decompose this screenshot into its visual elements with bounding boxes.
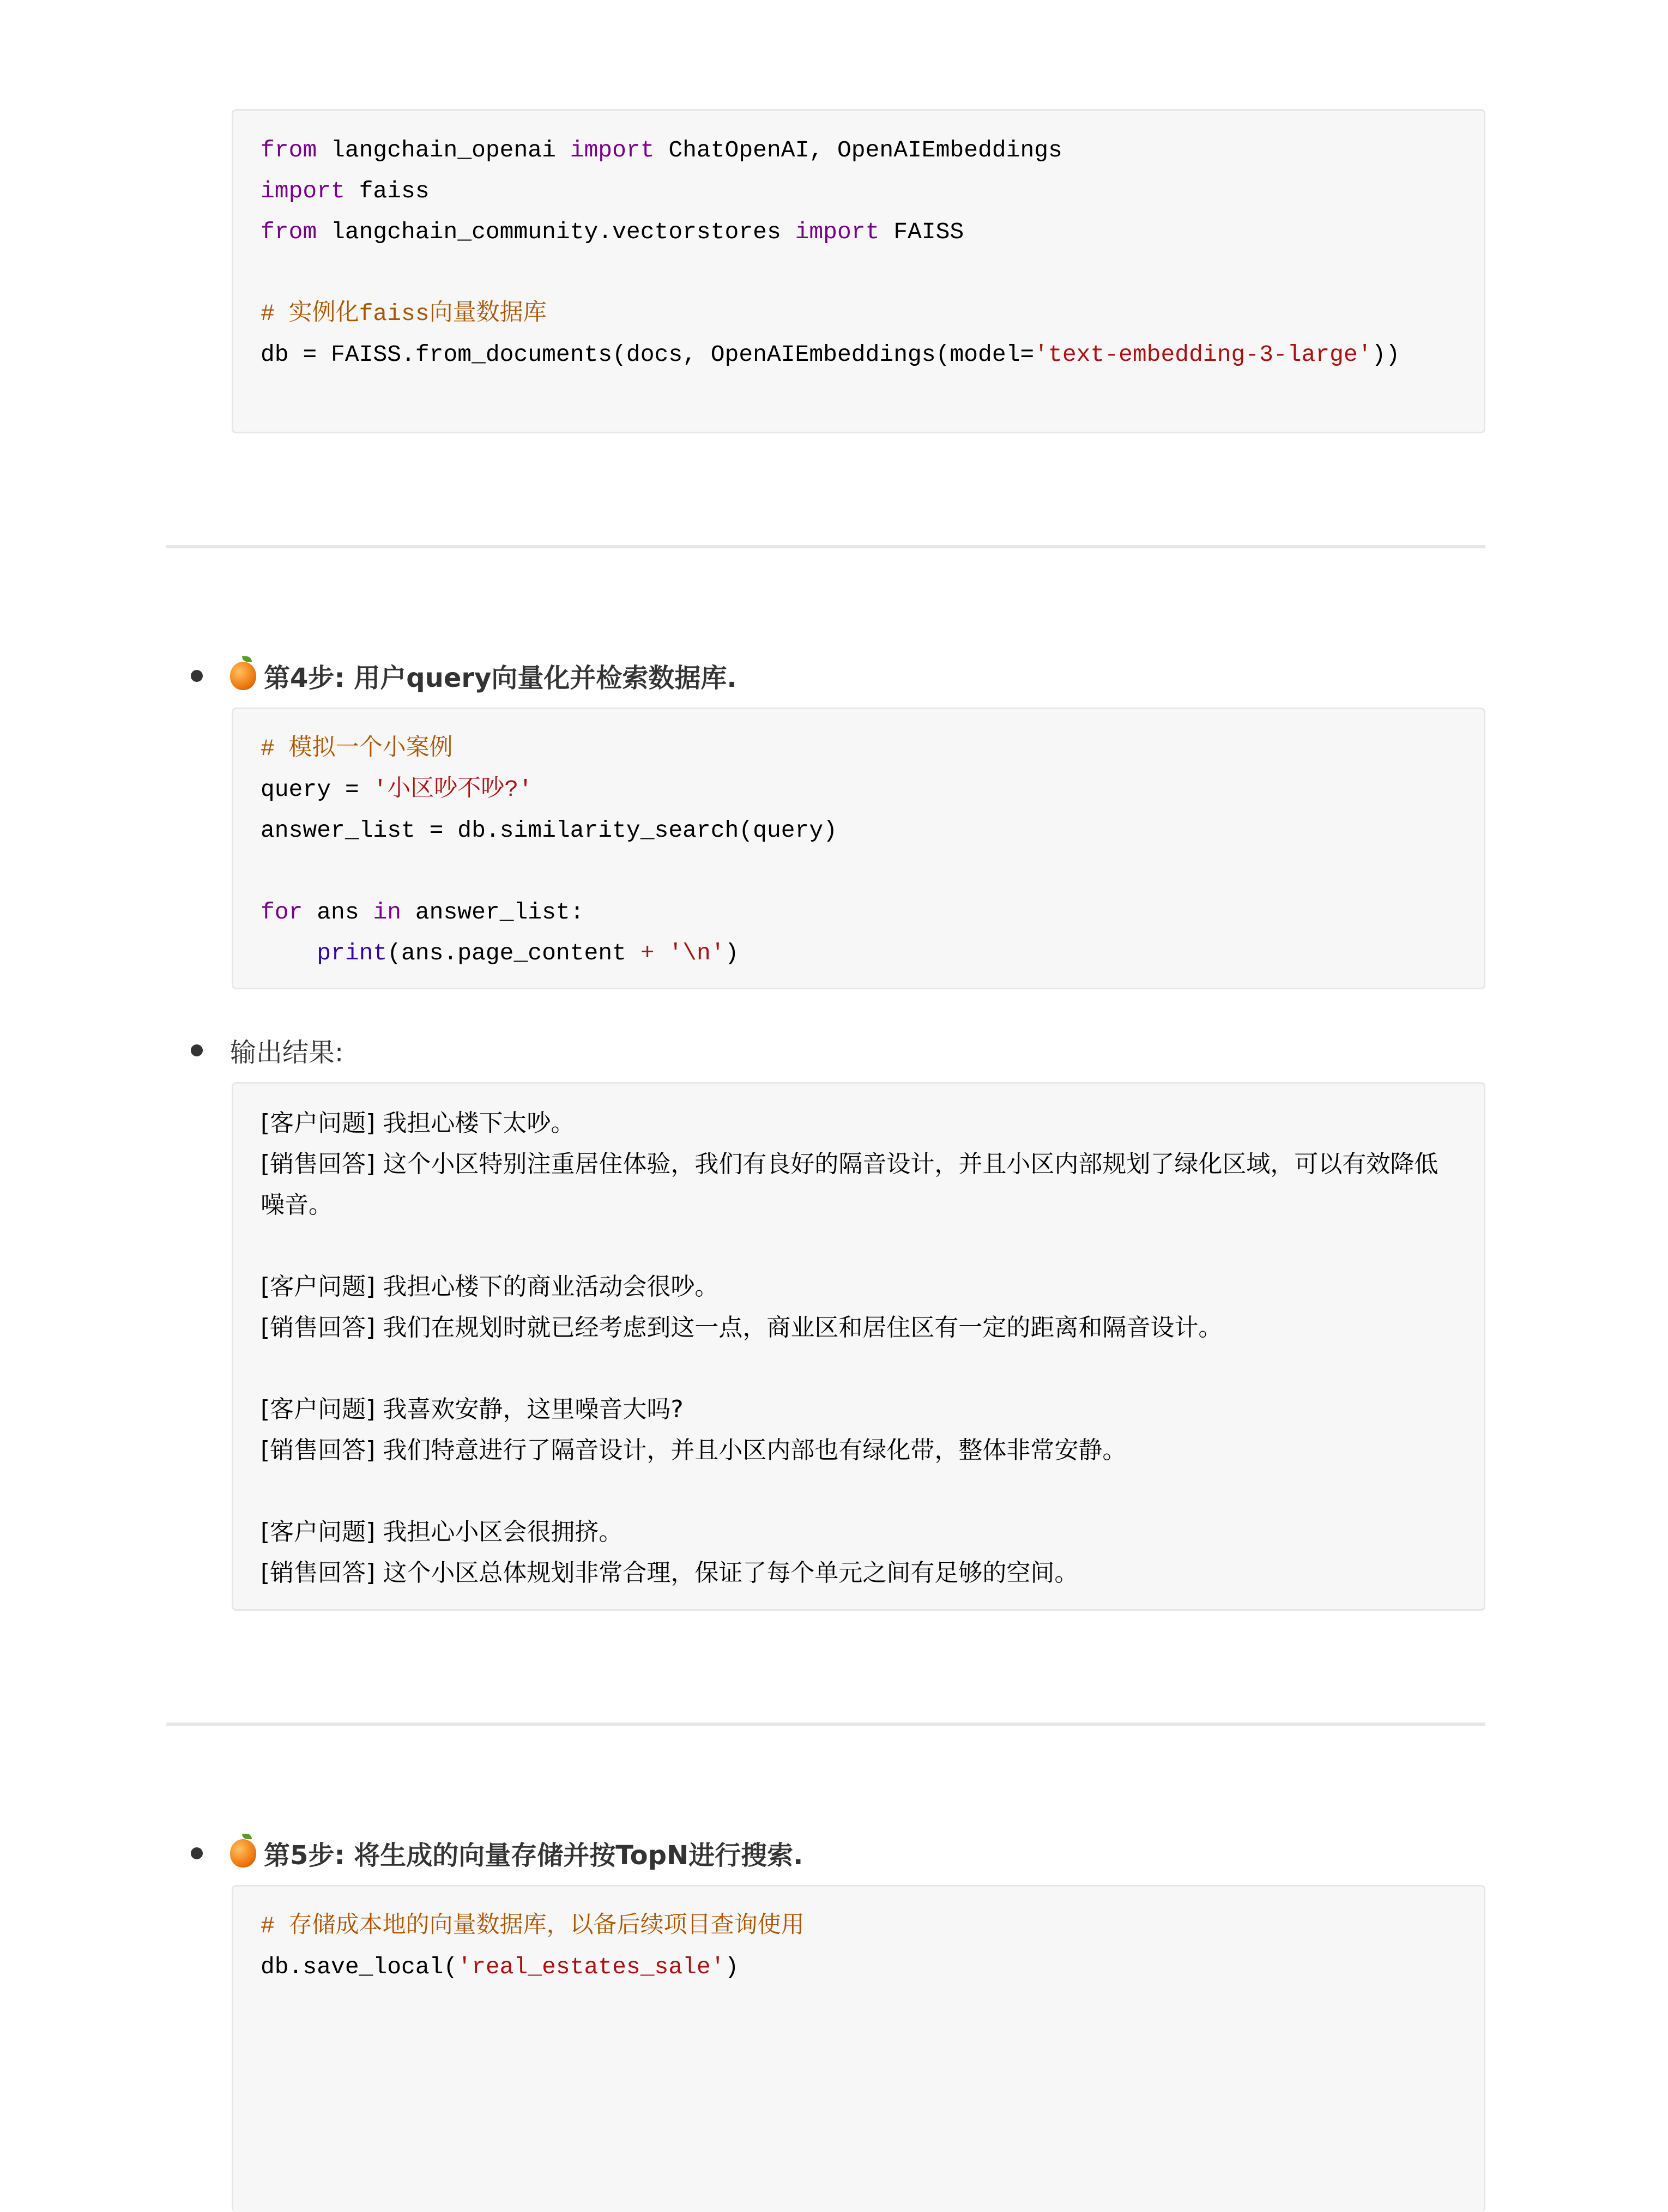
bullet-dot — [191, 670, 203, 682]
code-line — [261, 1266, 1457, 1307]
code-line — [261, 211, 1457, 252]
code-token: 'real_estates_sale' — [457, 1954, 725, 1980]
code-line — [261, 171, 1457, 211]
code-line — [261, 810, 1457, 851]
code-token: ) — [724, 1954, 739, 1980]
code-token: [销售回答] 这个小区总体规划非常合理，保证了每个单元之间有足够的空间。 — [261, 1559, 1079, 1587]
code-token: [销售回答] 我们特意进行了隔音设计，并且小区内部也有绿化带，整体非常安静。 — [261, 1436, 1127, 1464]
code-token: [客户问题] 我担心楼下太吵。 — [261, 1109, 575, 1137]
code-line — [261, 1225, 1457, 1266]
code-token: answer_list: — [401, 899, 584, 926]
code-token: from — [261, 137, 317, 164]
code-token: db = FAISS.from_documents(docs, OpenAIEmbeddings(model= — [261, 341, 1035, 368]
code-line — [261, 1348, 1457, 1389]
code-line — [261, 252, 1457, 293]
code-line — [261, 892, 1457, 933]
code-token: '小区吵不吵?' — [373, 776, 533, 803]
code-token: import — [795, 219, 880, 245]
code-token: langchain_openai — [317, 137, 570, 164]
output-label: 输出结果: — [230, 1037, 344, 1068]
code-token: from — [261, 219, 317, 245]
code-token: # 模拟一个小案例 — [261, 735, 453, 762]
code-line — [261, 1552, 1457, 1593]
code-token: ans — [303, 899, 373, 926]
code-block-faiss-init — [232, 109, 1485, 433]
code-line — [261, 728, 1457, 769]
code-block-save-local — [232, 1885, 1485, 2212]
code-token: [客户问题] 我担心小区会很拥挤。 — [261, 1518, 623, 1546]
divider — [166, 1723, 1485, 1726]
code-token: # 实例化faiss向量数据库 — [261, 300, 547, 327]
code-token — [655, 940, 669, 966]
code-token: 'text-embedding-3-large' — [1034, 341, 1372, 368]
code-line — [261, 933, 1457, 974]
code-token: # 存储成本地的向量数据库，以备后续项目查询使用 — [261, 1913, 805, 1939]
code-token: ) — [724, 940, 739, 966]
code-line — [261, 851, 1457, 892]
code-token: langchain_community.vectorstores — [317, 219, 795, 245]
code-line — [261, 1307, 1457, 1348]
code-token: in — [373, 899, 402, 926]
code-line — [261, 1947, 1457, 1987]
code-token: )) — [1371, 341, 1400, 368]
code-line — [261, 1389, 1457, 1430]
code-line — [261, 769, 1457, 810]
code-token: [客户问题] 我担心楼下的商业活动会很吵。 — [261, 1273, 719, 1301]
code-line — [261, 1144, 1457, 1225]
code-token: for — [261, 899, 303, 926]
output-block — [232, 1082, 1485, 1611]
code-token: ChatOpenAI, OpenAIEmbeddings — [654, 137, 1062, 164]
divider — [166, 545, 1485, 548]
code-line — [261, 1103, 1457, 1144]
code-token: (ans.page_content — [387, 940, 640, 966]
orange-emoji-icon — [230, 1839, 256, 1867]
code-token: FAISS — [879, 219, 964, 245]
step4-title: 第4步: 用户query向量化并检索数据库. — [264, 663, 737, 693]
code-line — [261, 334, 1457, 375]
code-token: [销售回答] 这个小区特别注重居住体验，我们有良好的隔音设计，并且小区内部规划了绿化区域，可以有效降低噪音。 — [261, 1150, 1439, 1219]
bullet-dot — [191, 1044, 203, 1056]
step4-heading — [191, 657, 737, 694]
code-line — [261, 293, 1457, 334]
code-line — [261, 1471, 1457, 1512]
code-token: [销售回答] 我们在规划时就已经考虑到这一点，商业区和居住区有一定的距离和隔音设计。 — [261, 1314, 1223, 1341]
code-token: import — [261, 178, 345, 204]
code-line — [261, 1512, 1457, 1552]
code-token: faiss — [345, 178, 430, 204]
code-block-query — [232, 708, 1485, 989]
step5-title: 第5步: 将生成的向量存储并按TopN进行搜索. — [264, 1840, 803, 1871]
code-line — [261, 1430, 1457, 1471]
orange-emoji-icon — [230, 662, 256, 690]
code-token: + — [640, 940, 655, 966]
code-token: query = — [261, 776, 373, 803]
code-token: import — [570, 137, 655, 164]
code-line — [261, 1906, 1457, 1947]
code-token — [261, 940, 317, 966]
code-token: answer_list = db.similarity_search(query) — [261, 817, 837, 844]
step5-heading — [191, 1834, 803, 1872]
code-token: print — [317, 940, 388, 966]
code-token: [客户问题] 我喜欢安静，这里噪音大吗? — [261, 1395, 684, 1423]
code-token: db.save_local( — [261, 1954, 458, 1980]
code-token: '\n' — [668, 940, 725, 966]
output-heading — [191, 1031, 343, 1069]
code-line — [261, 130, 1457, 171]
bullet-dot — [191, 1847, 203, 1859]
